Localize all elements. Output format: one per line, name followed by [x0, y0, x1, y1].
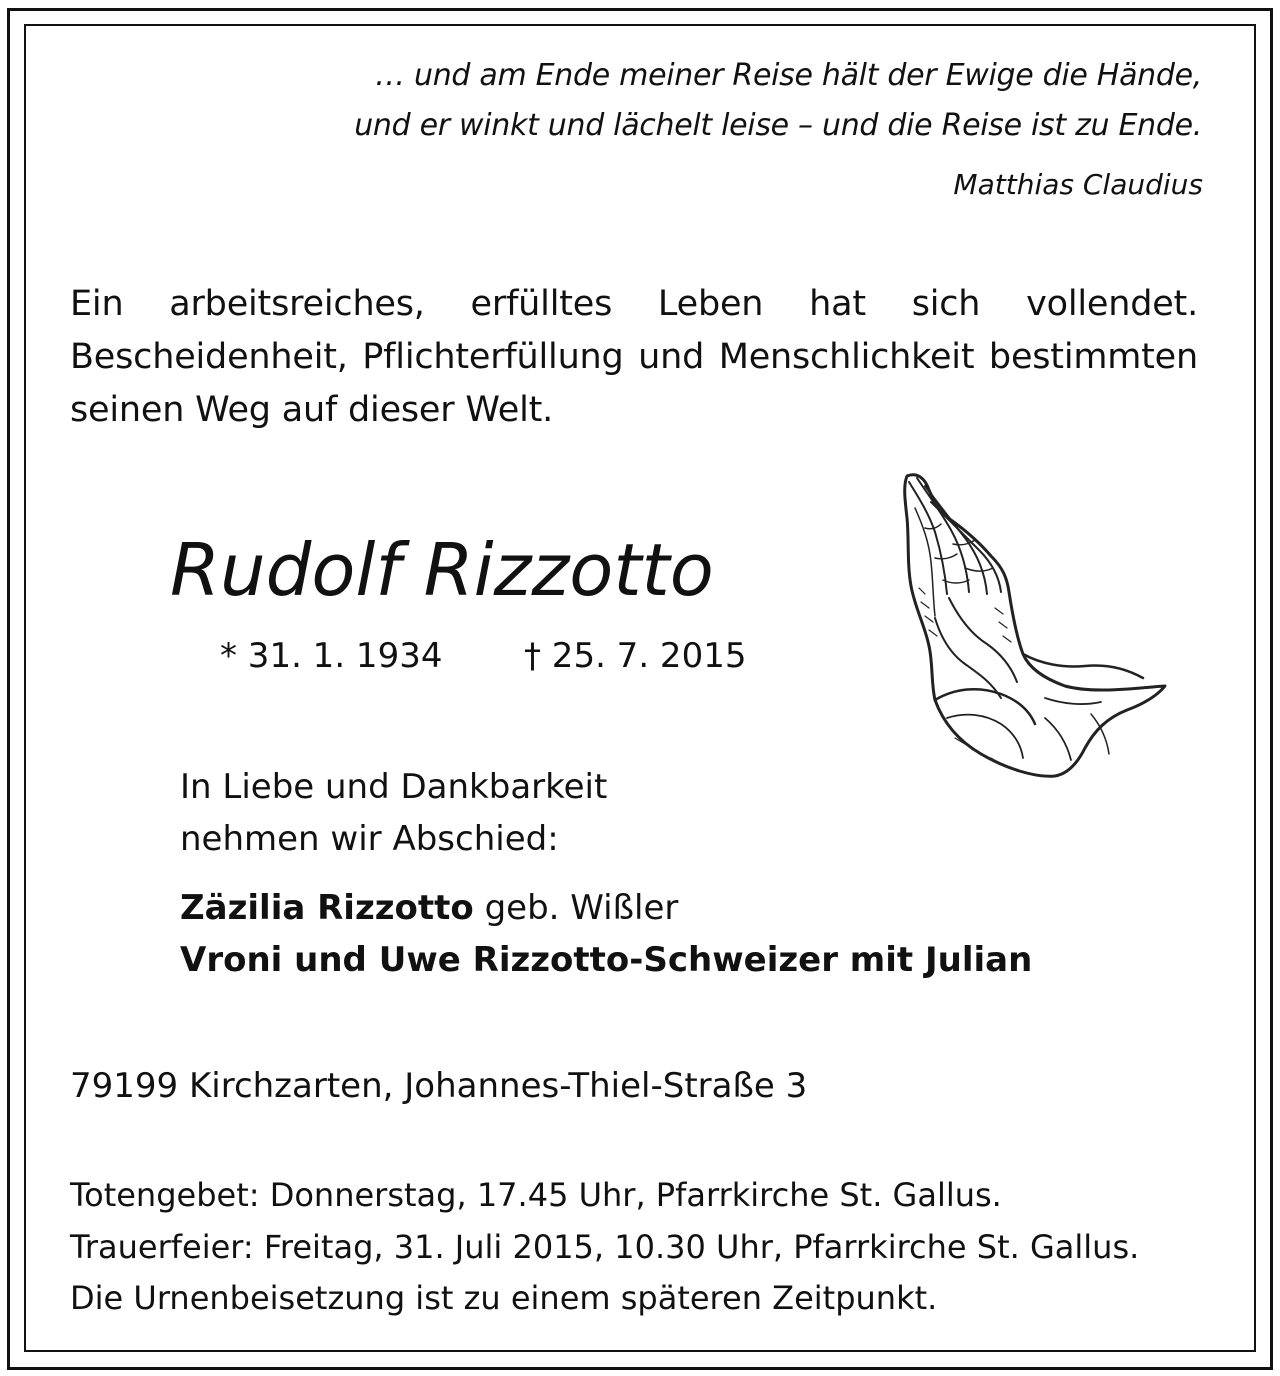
service-line-3: Die Urnenbeisetzung ist zu einem späteren Zeitpunkt. [70, 1279, 938, 1317]
mourner-name-2: Vroni und Uwe Rizzotto-Schweizer mit Julian [180, 940, 1033, 980]
service-line-1: Totengebet: Donnerstag, 17.45 Uhr, Pfarrkirche St. Gallus. [70, 1176, 1002, 1214]
intro-text: Ein arbeitsreiches, erfülltes Leben hat sich vollendet. Bescheidenheit, Pflichterfüllung und Menschlichkeit bestimmten seinen Weg auf dieser Welt. [70, 284, 1198, 430]
address: 79199 Kirchzarten, Johannes-Thiel-Straße 3 [70, 1066, 808, 1106]
quote-line-1: … und am Ende meiner Reise hält der Ewige die Hände, [375, 58, 1202, 93]
mourner-line-1 [180, 888, 678, 928]
birth-date: * 31. 1. 1934 [220, 636, 443, 676]
mourner-suffix-1: geb. Wißler [473, 888, 679, 928]
service-line-2: Trauerfeier: Freitag, 31. Juli 2015, 10.30 Uhr, Pfarrkirche St. Gallus. [70, 1228, 1140, 1266]
praying-hands-icon [895, 468, 1170, 780]
mourner-name-1: Zäzilia Rizzotto [180, 888, 474, 928]
quote-author: Matthias Claudius [953, 168, 1203, 201]
farewell-line-1: In Liebe und Dankbarkeit [180, 767, 608, 807]
death-date: † 25. 7. 2015 [524, 636, 747, 676]
deceased-name: Rudolf Rizzotto [170, 528, 714, 612]
quote-line-2: und er winkt und lächelt leise – und die Reise ist zu Ende. [354, 108, 1202, 143]
farewell-line-2: nehmen wir Abschied: [180, 819, 559, 859]
mourner-line-2 [180, 940, 1032, 980]
